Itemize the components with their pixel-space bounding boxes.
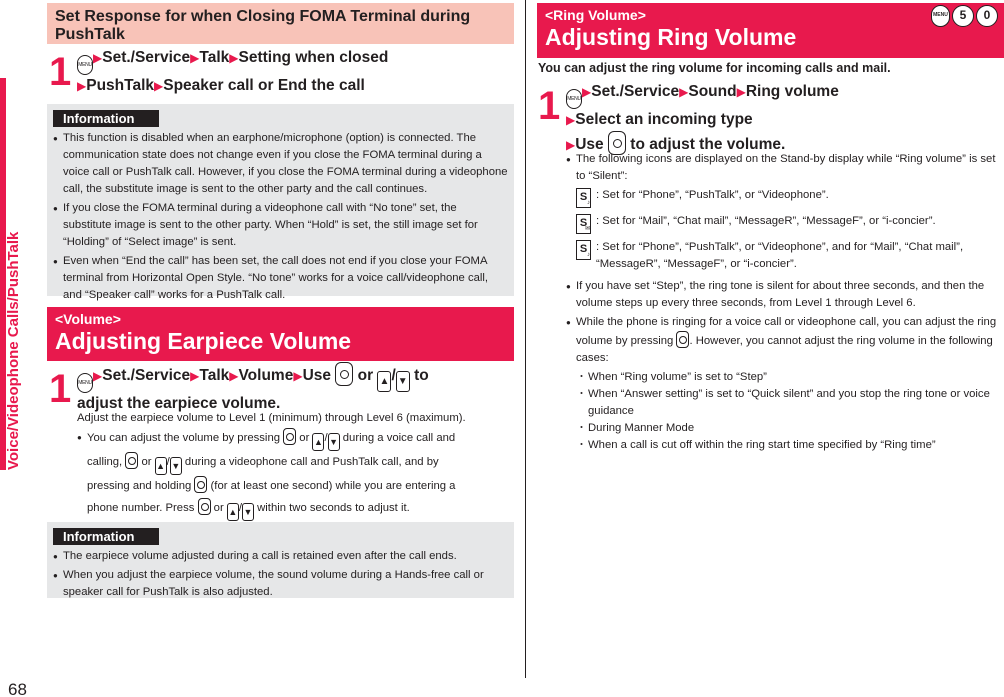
volume-section-header	[47, 307, 514, 361]
info-label: Information	[53, 110, 159, 127]
closing-section-title: Set Response for when Closing FOMA Terminal during PushTalk	[55, 8, 471, 43]
step-adjust-text: to adjust the volume.	[630, 136, 786, 153]
step-or-text: or	[357, 367, 374, 384]
nav-key-icon	[335, 362, 353, 386]
closing-step-line1	[77, 47, 517, 75]
arrow-icon: ▶	[679, 85, 689, 99]
closing-step-number: 1	[49, 50, 72, 94]
step-text: Setting when closed	[238, 49, 389, 66]
step-text: Speaker call or End the call	[163, 77, 365, 94]
ring-step	[566, 81, 996, 156]
menu-key-icon: MENU	[566, 89, 582, 109]
arrow-icon: ▶	[582, 85, 592, 99]
nav-key-icon	[676, 331, 689, 348]
volume-step: MENU▶Set./Service▶Talk▶Volume▶Use or ▲ / ▼ to adjust the earpiece volume.	[77, 362, 517, 415]
closing-info-bullet-1: ● This function is disabled when an earphone/microphone (option) is connected. The communication state does not change even if you close the FOMA terminal during a voice call or PushTalk call. However, if you close the FOMA terminal during a videophone call, the substitute image is sent to the other party and the call continues.	[53, 130, 508, 198]
volume-bullet: ● You can adjust the volume by pressing or ▲ / ▼ during a voice call and calling, or ▲ / ▼ during a videophone call and PushTalk call, and by pressing and holding (for at least one second) while you are entering a phone number. Press or ▲ / ▼ within two seconds to adjust it.	[77, 427, 517, 521]
volume-up-key-icon: ▲	[227, 503, 239, 521]
ring-step-number: 1	[538, 84, 561, 128]
step-use-text: Use	[575, 136, 604, 153]
column-divider	[525, 0, 526, 678]
volume-up-key-icon: ▲	[377, 371, 391, 392]
silent-icon-row-3: S ♪ : Set for “Phone”, “PushTalk”, or “Videophone”, and for “Mail”, “Chat mail”, “MessageR”, “MessageF”, or “i-concier”.	[576, 239, 1002, 273]
arrow-icon: ▶	[190, 369, 200, 383]
volume-info-bullet-2: ● When you adjust the earpiece volume, the sound volume during a Hands-free call or speaker call for PushTalk is also adjusted.	[53, 567, 508, 601]
arrow-icon: ▶	[93, 51, 103, 65]
ring-step-line1	[566, 81, 996, 109]
shortcut-keys	[931, 5, 998, 27]
arrow-icon: ▶	[566, 138, 576, 152]
volume-info-bullet-1: ● The earpiece volume adjusted during a call is retained even after the call ends.	[53, 548, 508, 565]
ring-intro: You can adjust the ring volume for incoming calls and mail.	[538, 61, 891, 75]
menu-key-icon: MENU	[931, 5, 950, 27]
volume-details	[77, 410, 517, 523]
menu-key-icon: MENU	[77, 373, 93, 393]
ring-section-title: Adjusting Ring Volume	[545, 24, 797, 50]
arrow-icon: ▶	[566, 113, 576, 127]
arrow-icon: ▶	[229, 369, 239, 383]
ring-step-line2	[566, 109, 996, 131]
ring-cases-list	[566, 369, 1002, 454]
closing-step-line2	[77, 75, 517, 97]
side-tab-label: Voice/Videophone Calls/PushTalk	[5, 231, 22, 470]
nav-key-icon	[198, 498, 211, 515]
volume-info-box	[47, 522, 514, 598]
arrow-icon: ▶	[190, 51, 200, 65]
arrow-icon: ▶	[77, 79, 87, 93]
silent-icon-row-2: S ✉ : Set for “Mail”, “Chat mail”, “MessageR”, “MessageF”, or “i-concier”.	[576, 213, 1002, 234]
step-text: Ring volume	[745, 83, 839, 100]
step-item-talk: Talk	[199, 367, 230, 384]
volume-down-key-icon: ▼	[242, 503, 254, 521]
step-item-volume: Volume	[238, 367, 294, 384]
closing-section-header	[47, 3, 514, 44]
step-to-text: to	[414, 367, 429, 384]
arrow-icon: ▶	[154, 79, 164, 93]
step-text: Set./Service	[102, 49, 191, 66]
ring-case-item: ・ When “Answer setting” is set to “Quick silent” and you stop the ring tone or voice guidance	[576, 386, 1002, 420]
arrow-icon: ▶	[293, 369, 303, 383]
closing-info-bullet-2: ● If you close the FOMA terminal during a videophone call with “No tone” set, the substitute image is sent to the other party. When “Hold” is set, the still image set for “Holding” of “Select image” is sent.	[53, 200, 508, 251]
silent-mail-icon: S ✉	[576, 214, 591, 234]
volume-description: Adjust the earpiece volume to Level 1 (minimum) through Level 6 (maximum).	[77, 412, 466, 424]
ring-details	[566, 151, 1002, 454]
key-5-icon: 5	[952, 5, 974, 27]
step-item-service: Set./Service	[102, 367, 191, 384]
key-0-icon: 0	[976, 5, 998, 27]
silent-all-icon: S ♪	[576, 240, 591, 260]
volume-section-title: Adjusting Earpiece Volume	[55, 328, 352, 354]
step-use-text: Use	[302, 367, 331, 384]
closing-info-box	[47, 104, 514, 301]
step-text: Sound	[688, 83, 737, 100]
info-label: Information	[53, 528, 159, 545]
nav-key-icon	[194, 476, 207, 493]
closing-step	[77, 47, 517, 97]
volume-step-line2: adjust the earpiece volume.	[77, 395, 281, 412]
step-text: Set./Service	[591, 83, 680, 100]
step-text: PushTalk	[86, 77, 154, 94]
closing-info-bullet-3: ● Even when “End the call” has been set, the call does not end if you close your FOMA terminal from Horizontal Open Style. “No tone” works for a voice call/videophone call, and “Speaker call” works for a PushTalk call.	[53, 253, 508, 304]
ring-case-item: ・ When a call is cut off within the ring start time specified by “Ring time”	[576, 437, 1002, 454]
arrow-icon: ▶	[736, 85, 746, 99]
volume-step-number: 1	[49, 367, 72, 411]
ring-case-item: ・ During Manner Mode	[576, 420, 1002, 437]
volume-section-subtitle: <Volume>	[55, 311, 121, 327]
volume-up-key-icon: ▲	[312, 433, 324, 451]
silent-icon-list	[566, 187, 1002, 273]
volume-down-key-icon: ▼	[328, 433, 340, 451]
volume-up-key-icon: ▲	[155, 457, 167, 475]
nav-key-icon	[283, 428, 296, 445]
side-tab	[0, 0, 36, 470]
menu-key-icon: MENU	[77, 55, 93, 75]
silent-phone-icon: S ♪	[576, 188, 591, 208]
step-text: Select an incoming type	[575, 111, 753, 128]
nav-key-icon	[125, 452, 138, 469]
silent-icon-row-1: S ♪ : Set for “Phone”, “PushTalk”, or “Videophone”.	[576, 187, 1002, 208]
ring-section-subtitle: <Ring Volume>	[545, 7, 646, 23]
arrow-icon: ▶	[93, 369, 103, 383]
ring-bullet-step: ● If you have set “Step”, the ring tone is silent for about three seconds, and then the volume steps up every three seconds, from Level 1 through Level 6.	[566, 278, 1002, 312]
ring-bullet-icons: ● The following icons are displayed on the Stand-by display while “Ring volume” is set to “Silent”:	[566, 151, 1002, 185]
arrow-icon: ▶	[229, 51, 239, 65]
volume-down-key-icon: ▼	[396, 371, 410, 392]
ring-bullet-press: ● While the phone is ringing for a voice call or videophone call, you can adjust the ring volume by pressing . However, you cannot adjust the ring volume in the following cases:	[566, 314, 1002, 367]
volume-down-key-icon: ▼	[170, 457, 182, 475]
ring-case-item: ・ When “Ring volume” is set to “Step”	[576, 369, 1002, 386]
page-number: 68	[8, 680, 27, 697]
step-text: Talk	[199, 49, 230, 66]
